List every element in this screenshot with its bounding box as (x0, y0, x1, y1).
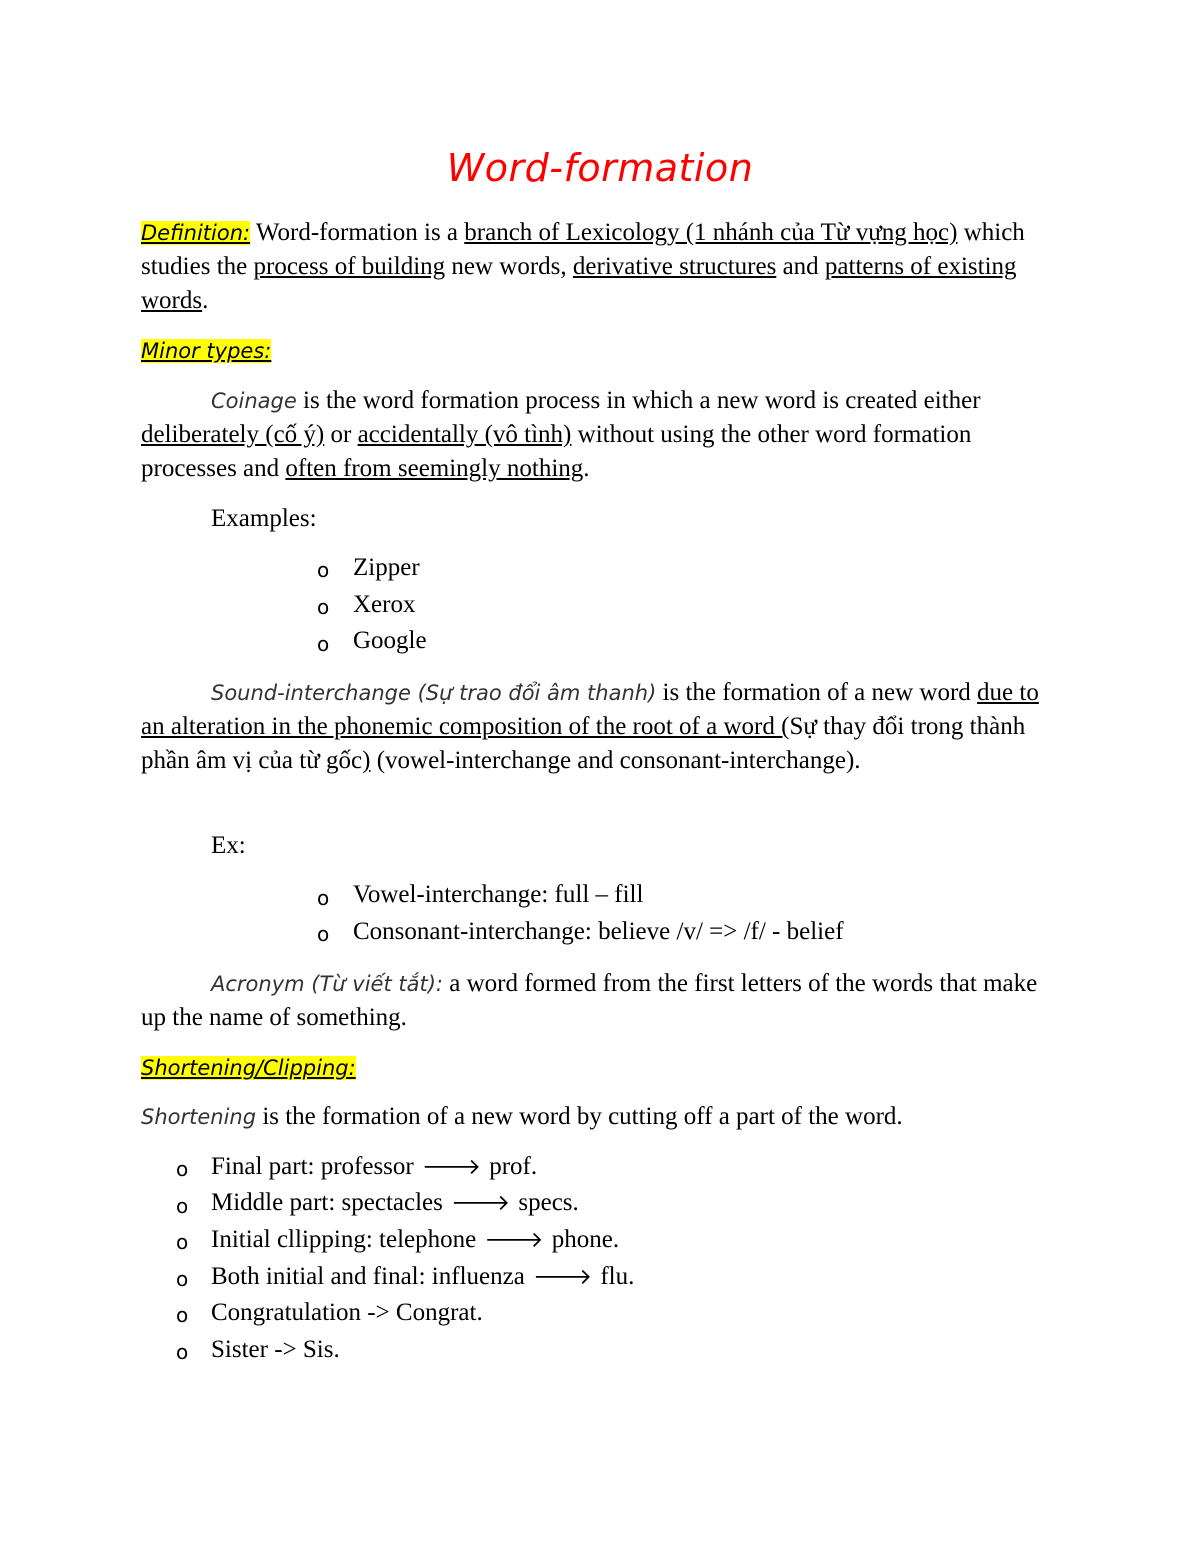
coinage-text-1: is the word formation process in which a new word is created either (296, 387, 981, 414)
page-title: Word-formation (446, 146, 754, 190)
sound-underline-2: ) (362, 747, 371, 774)
list-bullet-icon: o (176, 1194, 189, 1218)
list-item: Vowel-interchange: full – fill (353, 881, 644, 908)
list-item-text: flu. (594, 1263, 635, 1290)
arrow-right-icon: 🡒 (484, 1228, 544, 1253)
sound-interchange-term: Sound-interchange (Sự trao đổi âm thanh) (211, 681, 657, 705)
definition-underline-4: patterns of existing words (141, 253, 1017, 314)
sound-text-3: (vowel-interchange and consonant-interchange). (370, 747, 861, 774)
list-item-text: Both initial and final: influenza (211, 1263, 532, 1290)
list-item-text: specs. (512, 1189, 579, 1216)
arrow-right-icon: 🡒 (421, 1155, 481, 1180)
coinage-underline-3: often from seemingly nothing (285, 455, 584, 482)
list-item: Google (353, 627, 427, 654)
ex-label: Ex: (211, 832, 246, 859)
list-item-text: Middle part: spectacles (211, 1189, 450, 1216)
list-bullet-icon: o (176, 1340, 189, 1364)
list-item: Zipper (353, 554, 420, 581)
list-item (211, 1150, 537, 1185)
list-bullet-icon: o (176, 1303, 189, 1327)
coinage-text-2: or (324, 421, 358, 448)
list-item-text: Congratulation -> Congrat. (211, 1299, 483, 1326)
list-item-text: Initial cllipping: telephone (211, 1226, 483, 1253)
coinage-term: Coinage (211, 389, 297, 413)
definition-paragraph (141, 216, 1061, 318)
sound-text-1: is the formation of a new word (656, 679, 978, 706)
arrow-right-icon: 🡒 (533, 1265, 593, 1290)
definition-text-3: new words, (445, 253, 573, 280)
definition-text-1: Word-formation is a (255, 219, 465, 246)
coinage-text-4: . (583, 455, 590, 482)
definition-underline-1: branch of Lexicology (1 nhánh của Từ vựng học) (464, 219, 958, 246)
shortening-term: Shortening (141, 1105, 257, 1129)
list-bullet-icon: o (176, 1157, 189, 1181)
shortening-paragraph (141, 1100, 1061, 1134)
minor-types-label: Minor types: (141, 339, 272, 363)
definition-underline-2: process of building (253, 253, 446, 280)
coinage-paragraph (141, 384, 1061, 486)
coinage-underline-2: accidentally (vô tình) (357, 421, 572, 448)
acronym-text-1: a word formed from the first letters of the words that make up the name of something. (141, 970, 1038, 1031)
list-bullet-icon: o (317, 886, 330, 910)
list-item-text: phone. (545, 1226, 620, 1253)
list-item-text: prof. (482, 1153, 538, 1180)
list-item (211, 1333, 340, 1367)
definition-label: Definition: (141, 221, 251, 245)
minor-types-heading (141, 334, 271, 368)
definition-underline-3: derivative structures (572, 253, 777, 280)
list-bullet-icon: o (317, 632, 330, 656)
shortening-label: Shortening/Clipping: (141, 1056, 356, 1080)
sound-interchange-paragraph (141, 676, 1061, 778)
list-item-text: Final part: professor (211, 1153, 420, 1180)
acronym-paragraph (141, 967, 1061, 1035)
acronym-term: Acronym (Từ viết tắt): (211, 972, 443, 996)
list-item: Xerox (353, 591, 416, 618)
list-item (211, 1260, 634, 1295)
shortening-heading (141, 1051, 356, 1085)
definition-text-5: . (202, 287, 209, 314)
definition-text-4: and (776, 253, 825, 280)
list-item (211, 1186, 579, 1221)
sound-text-2: Sự thay đổi trong thành phần âm vị của từ gốc (141, 713, 1026, 774)
list-item: Consonant-interchange: believe /v/ => /f/ - belief (353, 918, 844, 945)
list-bullet-icon: o (176, 1267, 189, 1291)
list-bullet-icon: o (317, 595, 330, 619)
examples-label: Examples: (211, 505, 317, 532)
definition-text-2: which studies the (141, 219, 1025, 280)
list-bullet-icon: o (176, 1230, 189, 1254)
list-bullet-icon: o (317, 922, 330, 946)
list-item-text: Sister -> Sis. (211, 1336, 340, 1363)
list-bullet-icon: o (317, 558, 330, 582)
coinage-text-3: without using the other word formation processes and (141, 421, 972, 482)
list-item (211, 1296, 483, 1330)
list-item (211, 1223, 619, 1258)
arrow-right-icon: 🡒 (451, 1191, 511, 1216)
shortening-text-1: is the formation of a new word by cutting off a part of the word. (256, 1103, 903, 1130)
sound-underline-1: due to an alteration in the phonemic composition of the root of a word ( (141, 679, 1039, 740)
coinage-underline-1: deliberately (cố ý) (141, 421, 325, 448)
